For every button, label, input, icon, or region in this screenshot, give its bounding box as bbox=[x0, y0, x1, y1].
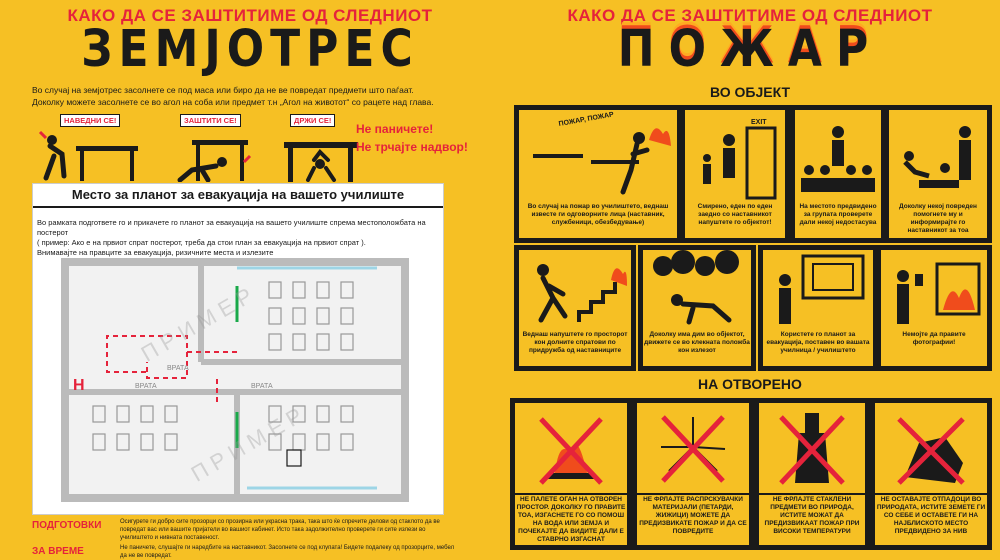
no-photo-icon bbox=[881, 250, 987, 330]
indoor-card-photo bbox=[876, 245, 992, 371]
intro-line-2: Доколку можете засолнете се во агол на соба или предмет т.н „Агол на животот“ со рацете над глава. bbox=[32, 97, 434, 107]
cover-pictogram-icon bbox=[152, 126, 252, 182]
intro-line-1: Во случај на земјотрес засолнете се под маса или биро да не ве повредат предмети што паѓаат. bbox=[32, 85, 414, 95]
indoor-caption-4: Доколку некој повреден помогнете му и информирајте го наставникот за тоа bbox=[889, 202, 987, 238]
outdoor-caption-3: НЕ ФРЛАЈТЕ СТАКЛЕНИ ПРЕДМЕТИ ВО ПРИРОДА, ИСТИТЕ МОЖАТ ДА ПРЕДИЗВИКААТ ПОЖАР ПРИ ВИСОКИ ТЕМПЕРАТУРИ bbox=[759, 495, 865, 545]
drop-pictogram-icon bbox=[32, 126, 142, 182]
door-label-2: ВРАТА bbox=[135, 383, 157, 390]
plan-title: Место за планот за евакуација на вашето училиште bbox=[71, 187, 405, 202]
plan-divider bbox=[33, 206, 443, 208]
exit-sign: EXIT bbox=[751, 119, 767, 126]
door-label-1: ВРАТА bbox=[167, 365, 189, 372]
indoor-card-stairs bbox=[514, 245, 636, 371]
first-aid-icon bbox=[889, 110, 987, 202]
evacuation-plan-box bbox=[32, 183, 444, 515]
legend-during-label: ЗА ВРЕМЕ bbox=[32, 546, 84, 557]
indoor-caption-6: Доколку има дим во објектот, движете се во клекната положба кон излезот bbox=[643, 330, 751, 366]
fireworks-icon bbox=[637, 403, 749, 493]
exit-door-icon bbox=[685, 110, 785, 202]
indoor-card-smoke bbox=[638, 245, 756, 371]
outdoor-card-glass bbox=[754, 398, 870, 550]
smoke-crawl-icon bbox=[643, 250, 751, 330]
glass-bottle-icon bbox=[759, 403, 865, 493]
door-label-3: ВРАТА bbox=[251, 383, 273, 390]
section-indoor-title: ВО ОБЈЕКТ bbox=[709, 84, 791, 100]
step-hold-label: ДРЖИ СЕ! bbox=[290, 114, 335, 127]
litter-icon bbox=[875, 403, 987, 493]
floor-plan-diagram bbox=[37, 252, 439, 510]
outdoor-caption-1: НЕ ПАЛЕТЕ ОГАН НА ОТВОРЕН ПРОСТОР. ДОКОЛКУ ГО ПРАВИТЕ ТОА, ИЗГАСНЕТЕ ГО СО ПОМОШ НА ВОДА ИЛИ ЗЕМЈА И ПОЧЕКАЈТЕ ДА ВИДИТЕ ДАЛИ Е СТАВРНО ИЗГАСНАТ bbox=[516, 496, 626, 543]
outdoor-card-litter bbox=[870, 398, 992, 550]
earthquake-intro bbox=[32, 84, 472, 108]
earthquake-subtitle: КАКО ДА СЕ ЗАШТИТИМЕ ОД СЛЕДНИОТ bbox=[67, 6, 433, 25]
step-drop-label: НАВЕДНИ СЕ! bbox=[60, 114, 120, 127]
indoor-caption-7: Користете го планот за евакуација, поставен во вашата училница / училиштето bbox=[763, 330, 873, 366]
indoor-card-alert bbox=[514, 105, 682, 243]
outdoor-card-fireworks bbox=[632, 398, 754, 550]
indoor-card-help bbox=[884, 105, 992, 243]
indoor-card-headcount bbox=[790, 105, 886, 243]
indoor-card-plan bbox=[758, 245, 878, 371]
legend-prep-text: Осигурете ги добро сите прозорци со прозирна или украсна трака, така што ќе спречите делови од стаклото да ве повредат вас или вашите пријатели во вашиот кабинет. Исто така задолжително проверете ги сите излези во училиштето и нивната поставеност. bbox=[120, 519, 440, 541]
indoor-caption-1: Во случај на пожар во училиштето, веднаш известе ги одговорните лица (наставник, службеници, обезбедување) bbox=[519, 202, 677, 238]
watermark-1: ПРИМЕР bbox=[136, 279, 262, 367]
group-check-icon bbox=[795, 110, 881, 202]
campfire-icon bbox=[515, 403, 627, 493]
earthquake-steps bbox=[32, 114, 492, 184]
alert-fire-icon bbox=[519, 110, 677, 202]
watermark-2: ПРИМЕР bbox=[186, 399, 312, 487]
outdoor-caption-2: НЕ ФРЛАЈТЕ РАСПРСКУВАЧКИ МАТЕРИЈАЛИ (ПЕТАРДИ, ЖИЖИЦИ) МОЖЕТЕ ДА ПРЕДИЗВИКАТЕ ПОЖАР И ДА СЕ ПОВРЕДИТЕ bbox=[637, 495, 749, 545]
outdoor-caption-4: НЕ ОСТАВАЈТЕ ОТПАДОЦИ ВО ПРИРОДАТА, ИСТИТЕ ЗЕМЕТЕ ГИ СО СЕБЕ И ОСТАВЕТЕ ГИ НА НАЈБЛИСКОТО МЕСТО ПРЕДВИДЕНО ЗА НИВ bbox=[875, 495, 987, 545]
stairs-escape-icon bbox=[519, 250, 631, 330]
plan-text-3: Внимавајте на правците за евакуација, ризичните места и излезите bbox=[37, 248, 274, 257]
legend-during-text: Не паничете, слушајте ги наредбите на наставникот. Засолнете се под клупата! Бидете подалеку од прозорците, мебел да не ве повредат. bbox=[120, 545, 455, 559]
plan-marker: Н bbox=[73, 377, 85, 394]
legend-prep-label: ПОДГОТОВКИ bbox=[32, 520, 102, 531]
indoor-caption-2: Смирено, еден по еден заедно со наставникот напуштете го објектот! bbox=[685, 202, 785, 238]
plan-text-2: ( пример: Ако е на првиот спрат постерот, треба да стои план за евакуација на првиот спрат ). bbox=[37, 238, 366, 247]
alert-sign: ПОЖАР, ПОЖАР bbox=[558, 111, 615, 128]
indoor-caption-8: Немојте да правите фотографии! bbox=[881, 330, 987, 366]
warning-no-run: Не трчајте надвор! bbox=[356, 140, 468, 154]
fire-title: ПОЖАР bbox=[617, 20, 883, 79]
fire-subtitle: КАКО ДА СЕ ЗАШТИТИМЕ ОД СЛЕДНИОТ bbox=[567, 6, 933, 25]
earthquake-title: ЗЕМЈОТРЕС bbox=[81, 20, 419, 79]
hold-pictogram-icon bbox=[278, 126, 368, 182]
warning-no-panic: Не паничете! bbox=[356, 122, 434, 136]
fire-panel bbox=[500, 0, 1000, 560]
plan-text-1: Во рамката подгответе го и прикачете го планот за евакуација на вашето училиште спрема местоположбата на постерот bbox=[37, 218, 426, 237]
outdoor-card-campfire bbox=[510, 398, 632, 550]
indoor-caption-3: На местото предвидено за групата проверете дали некој недостасува bbox=[795, 202, 881, 238]
indoor-card-exit bbox=[680, 105, 790, 243]
indoor-caption-5: Веднаш напуштете го просторот кон долните спратови по придружба од наставниците bbox=[519, 330, 631, 366]
evacuation-map-icon bbox=[763, 250, 873, 330]
step-cover-label: ЗАШТИТИ СЕ! bbox=[180, 114, 241, 127]
section-outdoor-title: НА ОТВОРЕНО bbox=[698, 376, 802, 392]
